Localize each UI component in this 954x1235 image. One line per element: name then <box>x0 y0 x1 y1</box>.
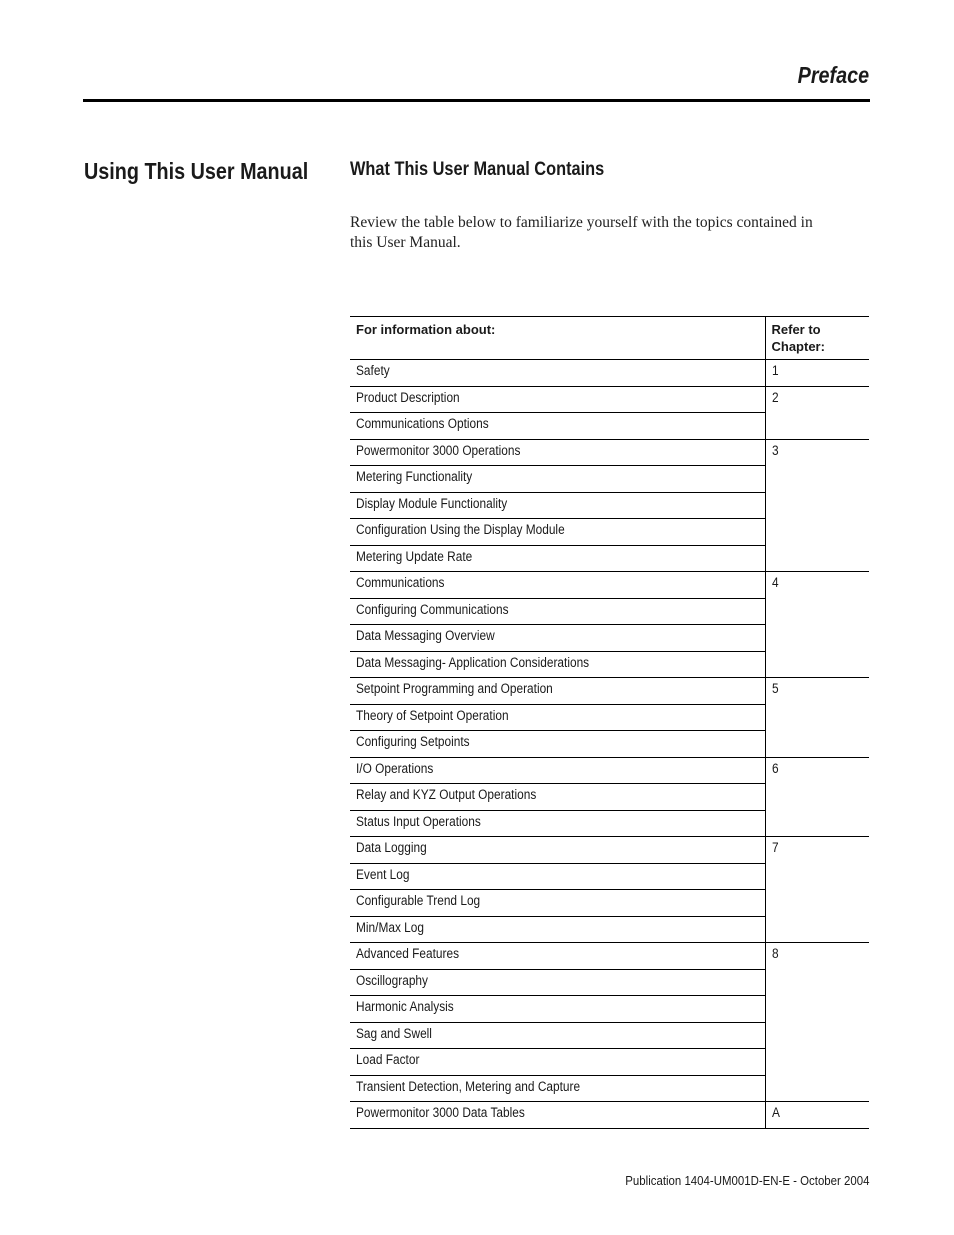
subsection-title: What This User Manual Contains <box>350 159 605 180</box>
chapter-cell: 8 <box>765 943 869 1102</box>
topic-cell: Oscillography <box>350 969 765 996</box>
chapter-cell: 5 <box>765 678 869 758</box>
topic-cell: I/O Operations <box>350 757 765 784</box>
table-row <box>350 572 869 599</box>
topic-cell: Advanced Features <box>350 943 765 970</box>
topic-cell: Theory of Setpoint Operation <box>350 704 765 731</box>
column-header-topic: For information about: <box>350 317 765 360</box>
topic-cell: Data Messaging Overview <box>350 625 765 652</box>
topic-cell: Status Input Operations <box>350 810 765 837</box>
topic-cell: Communications <box>350 572 765 599</box>
table-row <box>350 386 869 413</box>
chapter-cell: 4 <box>765 572 869 678</box>
topic-cell: Configurable Trend Log <box>350 890 765 917</box>
topic-cell: Product Description <box>350 386 765 413</box>
table-row <box>350 1102 869 1129</box>
topic-cell: Metering Update Rate <box>350 545 765 572</box>
topic-cell: Relay and KYZ Output Operations <box>350 784 765 811</box>
topic-cell: Data Messaging- Application Considerations <box>350 651 765 678</box>
topic-cell: Safety <box>350 360 765 387</box>
page-header-title: Preface <box>797 62 869 88</box>
table-row <box>350 360 869 387</box>
topic-cell: Event Log <box>350 863 765 890</box>
publication-footer: Publication 1404-UM001D-EN-E - October 2004 <box>624 1173 869 1188</box>
topic-cell: Load Factor <box>350 1049 765 1076</box>
topic-cell: Sag and Swell <box>350 1022 765 1049</box>
intro-paragraph: Review the table below to familiarize yourself with the topics contained in this User Manual. <box>350 214 813 251</box>
chapter-cell: 6 <box>765 757 869 837</box>
table-row <box>350 837 869 864</box>
topic-cell: Powermonitor 3000 Data Tables <box>350 1102 765 1129</box>
topic-cell: Min/Max Log <box>350 916 765 943</box>
chapter-cell: A <box>765 1102 869 1129</box>
table-row <box>350 439 869 466</box>
topic-cell: Configuration Using the Display Module <box>350 519 765 546</box>
topic-cell: Transient Detection, Metering and Capture <box>350 1075 765 1102</box>
table-body <box>350 360 869 1129</box>
column-header-chapter: Refer to Chapter: <box>765 317 869 360</box>
chapter-cell: 1 <box>765 360 869 387</box>
topic-cell: Harmonic Analysis <box>350 996 765 1023</box>
section-title: Using This User Manual <box>84 158 309 184</box>
table-row <box>350 678 869 705</box>
topic-cell: Setpoint Programming and Operation <box>350 678 765 705</box>
topic-cell: Configuring Setpoints <box>350 731 765 758</box>
table-header-row <box>350 317 869 360</box>
header-rule <box>83 99 870 102</box>
chapter-cell: 2 <box>765 386 869 439</box>
chapter-cell: 3 <box>765 439 869 572</box>
topic-cell: Data Logging <box>350 837 765 864</box>
topic-cell: Powermonitor 3000 Operations <box>350 439 765 466</box>
topic-cell: Metering Functionality <box>350 466 765 493</box>
topic-cell: Display Module Functionality <box>350 492 765 519</box>
table-row <box>350 943 869 970</box>
contents-table <box>350 316 869 1129</box>
topic-cell: Configuring Communications <box>350 598 765 625</box>
chapter-cell: 7 <box>765 837 869 943</box>
topic-cell: Communications Options <box>350 413 765 440</box>
table-row <box>350 757 869 784</box>
